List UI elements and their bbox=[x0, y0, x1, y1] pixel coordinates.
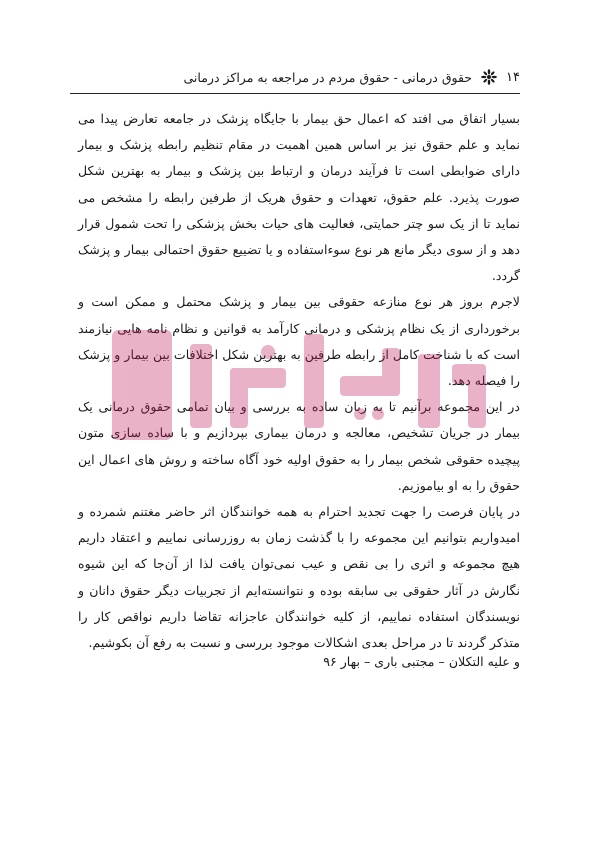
body-text bbox=[78, 106, 520, 656]
paragraph: در پایان فرصت را جهت تجدید احترام به همه خوانندگان اثر حاضر مغتنم شمرده و امیدواریم بتوانیم این مجموعه را با گذشت زمان به روزرسانی نماییم و اعتقاد داریم هیچ مجموعه و اثری را بی نقص و عیب نمی‌توان یافت لذا از آن‌جا که این شیوه نگارش در آثار حقوقی بی سابقه بوده و نتوانسته‌ایم از تجربیات دیگر حقوق دانان و نویسندگان استفاده نماییم، از کلیه خوانندگان عاجزانه تقاضا داریم نواقص کار را متذکر گردند تا در مراحل بعدی اشکالات موجود بررسی و نسبت به رفع آن بکوشیم. bbox=[78, 504, 520, 651]
paragraph: لاجرم بروز هر نوع منازعه حقوقی بین بیمار و پزشک محتمل و ممکن است و برخورداری از یک نظام پزشکی و درمانی کارآمد به قوانین و نظام نامه هایی نیازمند است که با شناخت کامل از رابطه طرفین به بهترین شکل اختلافات بین بیمار و پزشک را فیصله دهد. bbox=[78, 294, 520, 389]
running-title: حقوق درمانی - حقوق مردم در مراجعه به مراکز درمانی bbox=[183, 69, 473, 85]
paragraph: بسیار اتفاق می افتد که اعمال حق بیمار با جایگاه پزشک در جامعه تعارض پیدا می نماید و علم حقوق نیز بر اساس همین اهمیت در مقام تنظیم رابطه پزشک و بیمار دارای ضوابطی است تا فرآیند درمان و ارتباط بین پزشک و بیمار به بهترین شکل صورت پذیرد. علم حقوق، تعهدات و حقوق هریک از طرفین رابطه را مشخص می نماید تا از یک سو چتر حمایتی، فعالیت های حیات بخش پزشکی را تحت شمول قرار دهد و از سوی دیگر مانع هر نوع سوءاستفاده و یا تضییع حقوق احتمالی بیمار و پزشک گردد. bbox=[78, 111, 520, 284]
header-divider bbox=[70, 93, 520, 94]
paragraph: در این مجموعه برآنیم تا به زبان ساده به بررسی و بیان تمامی حقوق درمانی یک بیمار در جریان تشخیص، معالجه و درمان بیماری بپردازیم و با ساده سازی متون پیچیده حقوقی شخص بیمار را به حقوق اولیه خود آگاه ساخته و روش های اعمال این حقوق را به او بیاموزیم. bbox=[78, 399, 520, 493]
page-number: ۱۴ bbox=[506, 69, 520, 85]
floral-ornament-icon bbox=[480, 68, 498, 86]
author-signature: و علیه التکلان – مجتبی باری – بهار ۹۶ bbox=[323, 654, 520, 669]
running-header bbox=[70, 66, 520, 88]
